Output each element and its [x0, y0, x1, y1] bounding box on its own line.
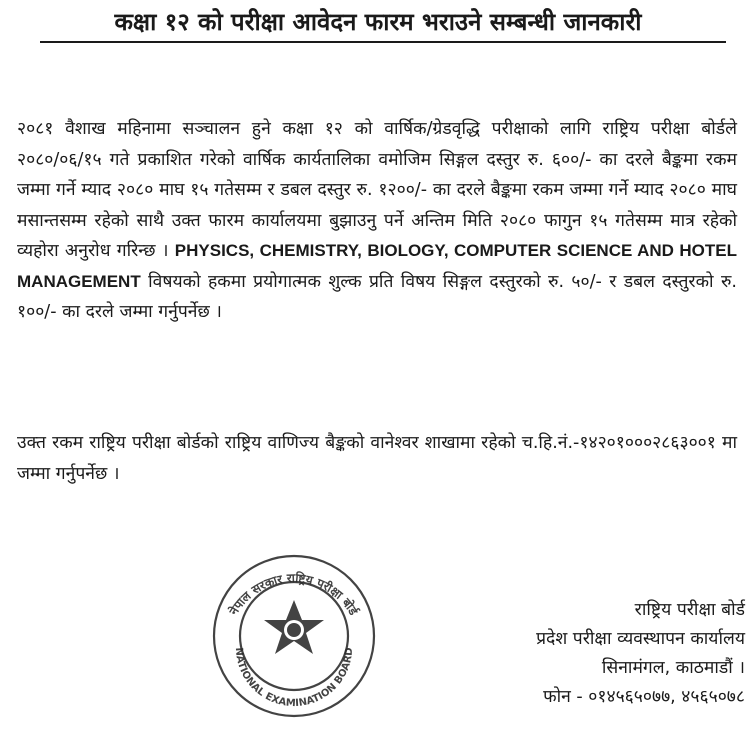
- signature-office-name: प्रदेश परीक्षा व्यवस्थापन कार्यालय: [536, 629, 745, 649]
- svg-text:नेपाल सरकार राष्ट्रिय परीक्षा: नेपाल सरकार राष्ट्रिय परीक्षा बोर्ड: [226, 570, 361, 618]
- signature-phone: फोन - ०१४५६५०७७, ४५६५०७८: [543, 687, 745, 707]
- paragraph-1-text-before: २०८१ वैशाख महिनामा सञ्चालन हुने कक्षा १२ को वार्षिक/ग्रेडवृद्धि परीक्षाको लागि राष्ट्रिय परीक्षा बोर्डले २०८०/०६/१५ गते प्रकाशित गरेको वार्षिक कार्यतालिका वमोजिम सिङ्गल दस्तुर रु. ६००/- का दरले बैङ्कमा रकम जम्मा गर्ने म्याद २०८० माघ १५ गतेसम्म र डबल दस्तुर रु. १२००/- का दरले बैङ्कमा रकम जम्मा गर्ने म्याद २०८० माघ मसान्तसम्म रहेको साथै उक्त फारम कार्यालयमा बुझाउनु पर्ने अन्तिम मिति २०८० फागुन १५ गतेसम्म मात्र रहेको व्यहोरा अनुरोध गरिन्छ ।: [17, 119, 737, 261]
- board-seal-stamp: [206, 548, 381, 723]
- paragraph-1-subjects: PHYSICS, CHEMISTRY, BIOLOGY, COMPUTER SCIENCE AND HOTEL MANAGEMENT: [17, 241, 737, 291]
- signature-address: सिनामंगल, काठमाडौं ।: [601, 658, 745, 678]
- notice-title: कक्षा १२ को परीक्षा आवेदन फारम भराउने सम्बन्धी जानकारी: [114, 8, 642, 36]
- signature-block: [420, 596, 745, 712]
- notice-paragraph-1: [17, 114, 737, 328]
- svg-text:NATIONAL EXAMINATION BOARD: NATIONAL EXAMINATION BOARD: [232, 647, 356, 710]
- paragraph-1-text-after: विषयको हकमा प्रयोगात्मक शुल्क प्रति विषय सिङ्गल दस्तुरको रु. ५०/- र डबल दस्तुरको रु. १००/- का दरले जम्मा गर्नुपर्नेछ ।: [17, 271, 737, 322]
- notice-paragraph-2: उक्त रकम राष्ट्रिय परीक्षा बोर्डको राष्ट्रिय वाणिज्य बैङ्कको वानेश्वर शाखामा रहेको च.हि.नं.-१४२०१०००२८६३००१ मा जम्मा गर्नुपर्नेछ ।: [17, 433, 737, 484]
- signature-board-name: राष्ट्रिय परीक्षा बोर्ड: [634, 600, 745, 620]
- title-underline: [40, 41, 726, 43]
